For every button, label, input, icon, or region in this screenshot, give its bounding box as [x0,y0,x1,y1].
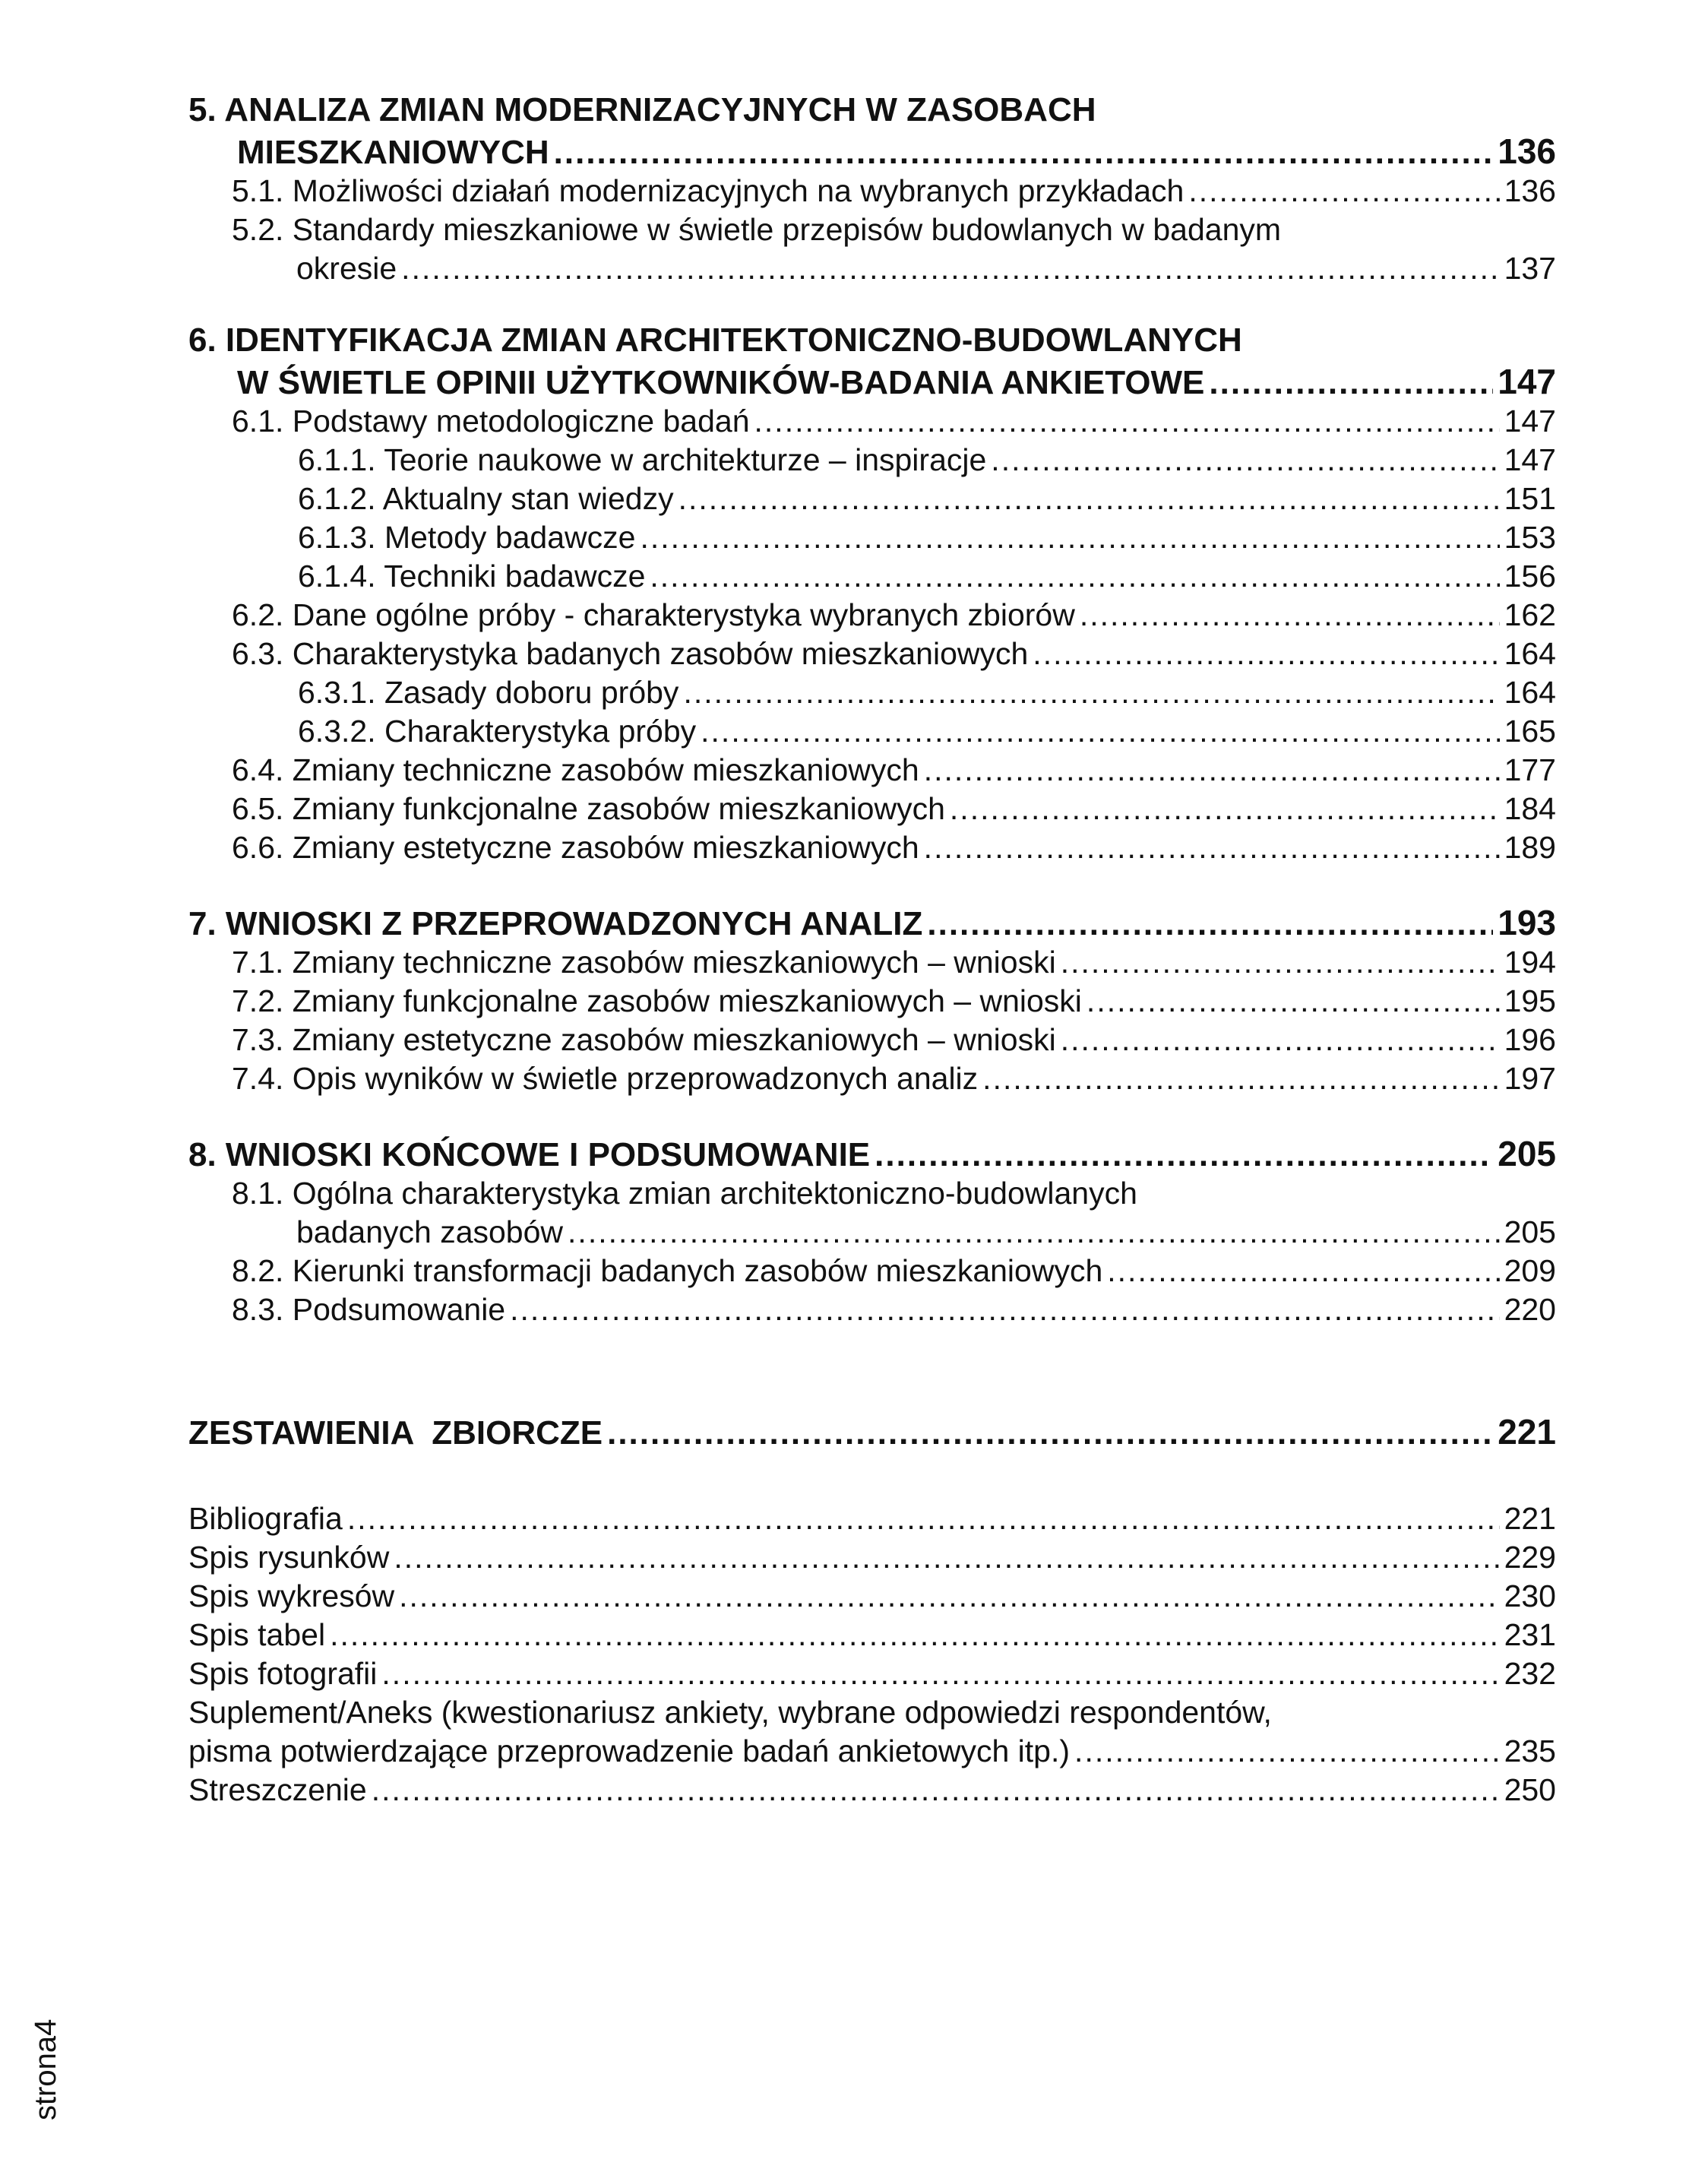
toc-chapter-6-heading[interactable] [188,320,1556,361]
table-of-contents [188,90,1556,1809]
toc-page-number: 195 [1504,983,1556,1018]
toc-entry[interactable] [188,673,1556,712]
toc-entry[interactable] [188,596,1556,635]
toc-entry-label: 6.3.1. Zasady doboru próby [298,675,679,710]
toc-entry-label: 5.2. Standardy mieszkaniowe w świetle przepisów budowlanych w badanym [232,212,1282,247]
toc-entry[interactable] [188,790,1556,828]
toc-entry[interactable] [188,1771,1556,1809]
toc-entry-label: 6.1. Podstawy metodologiczne badań [232,404,750,439]
toc-page-number: 221 [1498,1412,1556,1452]
toc-page-number: 232 [1504,1656,1556,1691]
toc-entry[interactable] [188,1616,1556,1654]
toc-page-number: 137 [1504,251,1556,286]
toc-page-number: 164 [1504,636,1556,671]
spacer [188,1329,1556,1411]
toc-page-number: 231 [1504,1617,1556,1652]
dot-leader [1061,943,1500,982]
toc-entry[interactable] [188,828,1556,867]
toc-page-number: 147 [1498,362,1556,401]
toc-entry-label: 7.2. Zmiany funkcjonalne zasobów mieszkaniowych – wnioski [232,983,1082,1018]
toc-entry-label: 8.1. Ogólna charakterystyka zmian architektoniczno-budowlanych [232,1176,1137,1211]
dot-leader [554,132,1494,173]
toc-entry-label: 6.3.2. Charakterystyka próby [298,714,697,749]
toc-chapter-6-heading-cont[interactable] [188,361,1556,402]
page-number-label: strona4 [29,2018,62,2120]
dot-leader [347,1499,1500,1538]
dot-leader [1209,363,1493,404]
toc-entry[interactable] [188,982,1556,1021]
toc-entry[interactable] [188,1693,1556,1732]
toc-page-number: 184 [1504,791,1556,826]
toc-entry-label: Spis fotografii [188,1656,378,1691]
toc-page-number: 151 [1504,481,1556,516]
toc-entry[interactable] [188,441,1556,480]
toc-chapter-7-heading[interactable] [188,902,1556,943]
dot-leader [1061,1021,1500,1059]
toc-entry-cont[interactable] [188,1213,1556,1252]
toc-entry-label: 8.2. Kierunki transformacji badanych zasobów mieszkaniowych [232,1253,1103,1288]
dot-leader [330,1616,1500,1654]
toc-heading-label: 8. WNIOSKI KOŃCOWE I PODSUMOWANIE [188,1136,871,1173]
dot-leader [950,790,1500,828]
toc-entry[interactable] [188,712,1556,751]
dot-leader [683,673,1499,712]
toc-entry-label: 6.2. Dane ogólne próby - charakterystyka wybranych zbiorów [232,597,1075,632]
toc-entry[interactable] [188,943,1556,982]
dot-leader [927,904,1493,945]
toc-entry-label: 6.4. Zmiany techniczne zasobów mieszkaniowych [232,752,919,787]
toc-heading-label: 7. WNIOSKI Z PRZEPROWADZONYCH ANALIZ [188,905,923,942]
toc-entry-label: Spis tabel [188,1617,326,1652]
toc-entry-label: 6.1.1. Teorie naukowe w architekturze – inspiracje [298,442,987,477]
toc-page-number: 205 [1498,1134,1556,1173]
toc-entry[interactable] [188,518,1556,557]
dot-leader [1033,635,1499,673]
dot-leader [1107,1252,1499,1290]
toc-page-number: 230 [1504,1578,1556,1613]
toc-page-number: 136 [1498,131,1556,171]
toc-heading-label: W ŚWIETLE OPINII UŻYTKOWNIKÓW-BADANIA ANKIETOWE [237,364,1205,401]
dot-leader [640,518,1499,557]
toc-heading-label: 5. ANALIZA ZMIAN MODERNIZACYJNYCH W ZASOBACH [188,91,1096,128]
toc-entry-label: Streszczenie [188,1772,367,1807]
toc-heading-label: 6. IDENTYFIKACJA ZMIAN ARCHITEKTONICZNO-BUDOWLANYCH [188,321,1242,359]
spacer [188,1098,1556,1133]
dot-leader [875,1135,1493,1176]
toc-page-number: 147 [1504,404,1556,439]
toc-page-number: 220 [1504,1292,1556,1327]
dot-leader [568,1213,1500,1252]
toc-page-number: 153 [1504,520,1556,555]
toc-chapter-5-heading[interactable] [188,90,1556,131]
toc-entry-label: 6.6. Zmiany estetyczne zasobów mieszkaniowych [232,830,919,865]
toc-entry-label: 7.3. Zmiany estetyczne zasobów mieszkaniowych – wnioski [232,1022,1056,1057]
toc-entry-label: 6.1.2. Aktualny stan wiedzy [298,481,674,516]
dot-leader [1086,982,1500,1021]
toc-chapter-8-heading[interactable] [188,1133,1556,1174]
dot-leader [1080,596,1500,635]
dot-leader [399,1577,1499,1616]
toc-entry-label: 6.1.4. Techniki badawcze [298,559,646,594]
spacer [188,867,1556,902]
dot-leader [754,402,1500,441]
toc-entry[interactable] [188,1059,1556,1098]
toc-heading-label: ZESTAWIENIA ZBIORCZE [188,1414,603,1452]
toc-entry-label: 7.1. Zmiany techniczne zasobów mieszkaniowych – wnioski [232,945,1056,980]
toc-page-number: 193 [1498,903,1556,942]
toc-page-number: 147 [1504,442,1556,477]
toc-page-number: 250 [1504,1772,1556,1807]
toc-chapter-5-heading-cont[interactable] [188,131,1556,172]
toc-page-number: 189 [1504,830,1556,865]
toc-entry[interactable] [188,172,1556,211]
toc-entry[interactable] [188,1252,1556,1290]
toc-entry[interactable] [188,211,1556,249]
toc-entry-label: 6.1.3. Metody badawcze [298,520,636,555]
toc-entry[interactable] [188,557,1556,596]
toc-entry-label: 8.3. Podsumowanie [232,1292,506,1327]
toc-page-number: 196 [1504,1022,1556,1057]
dot-leader [1074,1732,1500,1771]
toc-page-number: 165 [1504,714,1556,749]
dot-leader [924,751,1500,790]
toc-entry-label: badanych zasobów [296,1214,564,1249]
dot-leader [982,1059,1499,1098]
toc-page-number: 177 [1504,752,1556,787]
dot-leader [701,712,1499,751]
toc-entry[interactable] [188,1499,1556,1538]
toc-entry[interactable] [188,635,1556,673]
toc-page-number: 197 [1504,1061,1556,1096]
toc-page-number: 164 [1504,675,1556,710]
toc-page-number: 156 [1504,559,1556,594]
toc-entry-label: okresie [296,251,397,286]
spacer [188,1452,1556,1499]
dot-leader [510,1290,1499,1329]
toc-page-number: 209 [1504,1253,1556,1288]
toc-entry-label: Spis rysunków [188,1540,390,1575]
toc-entry[interactable] [188,1174,1556,1213]
toc-page-number: 235 [1504,1733,1556,1768]
dot-leader [991,441,1499,480]
toc-summary-heading[interactable] [188,1411,1556,1452]
toc-entry-label: 7.4. Opis wyników w świetle przeprowadzonych analiz [232,1061,979,1096]
toc-entry[interactable] [188,751,1556,790]
toc-page-number: 194 [1504,945,1556,980]
dot-leader [678,480,1500,518]
dot-leader [394,1538,1499,1577]
toc-entry[interactable] [188,1654,1556,1693]
toc-page-number: 205 [1504,1214,1556,1249]
toc-entry[interactable] [188,1290,1556,1329]
spacer [188,288,1556,320]
toc-entry-label: Bibliografia [188,1501,343,1536]
toc-entry-label: 5.1. Możliwości działań modernizacyjnych na wybranych przykładach [232,173,1185,208]
toc-entry[interactable] [188,1577,1556,1616]
dot-leader [650,557,1499,596]
toc-page-number: 136 [1504,173,1556,208]
toc-entry[interactable] [188,402,1556,441]
toc-entry[interactable] [188,1538,1556,1577]
toc-entry[interactable] [188,1021,1556,1059]
toc-page-number: 229 [1504,1540,1556,1575]
toc-entry-label: 6.5. Zmiany funkcjonalne zasobów mieszkaniowych [232,791,945,826]
toc-entry-cont[interactable] [188,1732,1556,1771]
toc-entry-cont[interactable] [188,249,1556,288]
dot-leader [401,249,1499,288]
toc-page-number: 162 [1504,597,1556,632]
toc-entry-label: Suplement/Aneks (kwestionariusz ankiety, wybrane odpowiedzi respondentów, [188,1695,1272,1730]
toc-entry-label: Spis wykresów [188,1578,395,1613]
dot-leader [924,828,1500,867]
dot-leader [372,1771,1500,1809]
toc-heading-label: MIESZKANIOWYCH [237,134,549,171]
dot-leader [1188,172,1499,211]
toc-page-number: 221 [1504,1501,1556,1536]
dot-leader [607,1413,1493,1454]
dot-leader [381,1654,1499,1693]
toc-entry[interactable] [188,480,1556,518]
toc-entry-label: pisma potwierdzające przeprowadzenie badań ankietowych itp.) [188,1733,1071,1768]
toc-entry-label: 6.3. Charakterystyka badanych zasobów mieszkaniowych [232,636,1029,671]
